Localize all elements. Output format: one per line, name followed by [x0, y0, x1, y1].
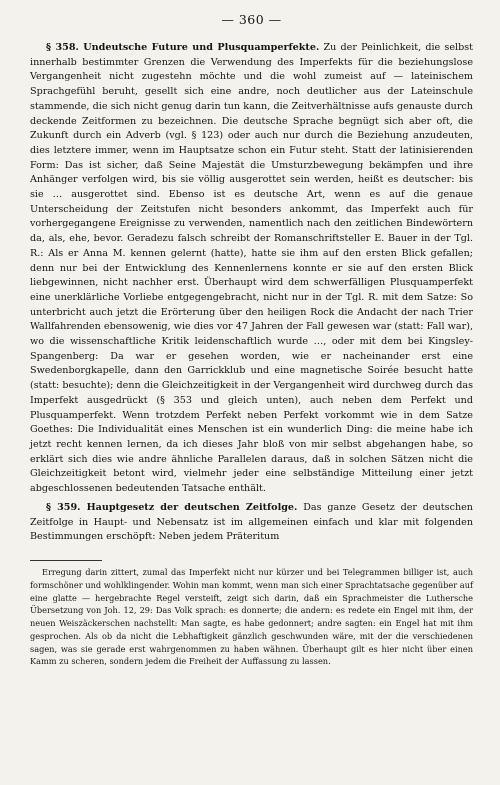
section-359-heading: § 359. Hauptgesetz der deutschen Zeitfolge. — [46, 501, 298, 513]
section-358-heading: § 358. Undeutsche Future und Plusquamperfekte. — [46, 42, 320, 53]
section-358-text: Zu der Peinlichkeit, die selbst innerhalb bestimmter Grenzen die Verwendung des Imperfekts für die beziehungslose Vergangenheit nicht zugestehn möchte und die wohl zumeist auf — lateinischem Sprachgefühl beruht, gesellt sich eine andre, noch deutlicher aus der Lateinschule stammende, die sich nicht genug darin tun kann, die Zeitverhältnisse aufs genauste durch deckende Zeitformen zu bezeichnen. Die deutsche Sprache begnügt sich aber oft, die Zukunft durch ein Adverb (vgl. § 123) oder auch nur durch die Beziehung anzudeuten, dies letztere immer, wenn im Hauptsatze schon ein Futur steht. Statt der latinisierenden Form: Das ist sicher, daß Seine Majestät die Umsturzbewegung bekämpfen und ihre Anhänger verfolgen wird, bis sie völlig ausgerottet sein werden, heißt es deutscher: bis sie … ausgerottet sind. Ebenso ist es deutsche Art, wenn es auf die genaue Unterscheidung der Zeitstufen nicht besonders ankommt, das Imperfekt auch für vorhergegangene Ereignisse zu verwenden, namentlich nach den zeitlichen Bindewörtern da, als, ehe, bevor. Geradezu falsch schreibt der Romanschriftsteller E. Bauer in der Tgl. R.: Als er Anna M. kennen gelernt (hatte), hatte sie ihm auf den ersten Blick gefallen; denn nur bei der Entwicklung des Kennenlernens konnte er sie auf den ersten Blick liebgewinnen, nicht nachher erst. Überhaupt wird dem schwerfälligen Plusquamperfekt eine unerklärliche Vorliebe entgegengebracht, nicht nur in der Tgl. R. mit dem Satze: So unterbricht auch jetzt die Erörterung über den heiligen Rock die Andacht der nach Trier Wallfahrenden ebensowenig, wie dies vor 47 Jahren der Fall gewesen war (statt: Fall war), wo die wissenschaftliche Kritik leidenschaftlich wurde …, oder mit dem bei Kingsley-Spangenberg: Da war er gesehen worden, wie er nacheinander erst eine Swedenborgkapelle, dann den Garrickklub und eine magnetische Soirée besucht hatte (statt: besuchte); denn die Gleichzeitigkeit in der Vergangenheit wird durchweg durch das Imperfekt ausgedrückt (§ 353 und gleich unten), auch neben dem Perfekt und Plusquamperfekt. Wenn trotzdem Perfekt neben Perfekt vorkommt wie in dem Satze Goethes: Die Individualität eines Menschen ist ein wunderlich Ding: die meine habe ich jetzt recht kennen lernen, da ich dieses Jahr bloß von mir selbst abgehangen habe, so erklärt sich dies wie andre ähnliche Parallelen daraus, daß in solchen Sätzen nicht die Gleichzeitigkeit betont wird, vielmehr jeder eine selbständige Mitteilung einer jetzt abgeschlossenen bedeutenden Tatsache enthält. — [30, 42, 473, 495]
footnote: Erregung darin zittert, zumal das Imperfekt nicht nur kürzer und bei Telegrammen billiger ist, auch formschöner und wohlklingender. Wohin man kommt, wenn man sich einer Sprachtatsache gegenüber auf eine glatte — hergebrachte Regel versteift, zeigt sich darin, daß ein Sprachmeister die Luthersche Übersetzung von Joh. 12, 29: Das Volk sprach: es donnerte; die andern: es redete ein Engel mit ihm, der neuen Weiszäckerschen nachstellt: Man sagte, es habe gedonnert; andre sagten: ein Engel hat mit ihm gesprochen. Als ob da nicht die Lebhaftigkeit gänzlich geschwunden wäre, mit der die verschiedenen sagen, was sie gerade erst wahrgenommen zu haben wähnen. Überhaupt gilt es hier nicht über einen Kamm zu scheren, sondern jedem die Freiheit der Auffassung zu lassen. — [30, 566, 473, 667]
page-number: — 360 — — [221, 12, 282, 27]
section-359 — [30, 501, 473, 545]
section-358 — [30, 41, 473, 497]
section-359-text: Das ganze Gesetz der deutschen Zeitfolge in Haupt- und Nebensatz ist im allgemeinen einfach und klar mit folgenden Bestimmungen erschöpft: Neben jedem Präteritum — [30, 501, 473, 543]
footnote-divider — [30, 560, 102, 561]
